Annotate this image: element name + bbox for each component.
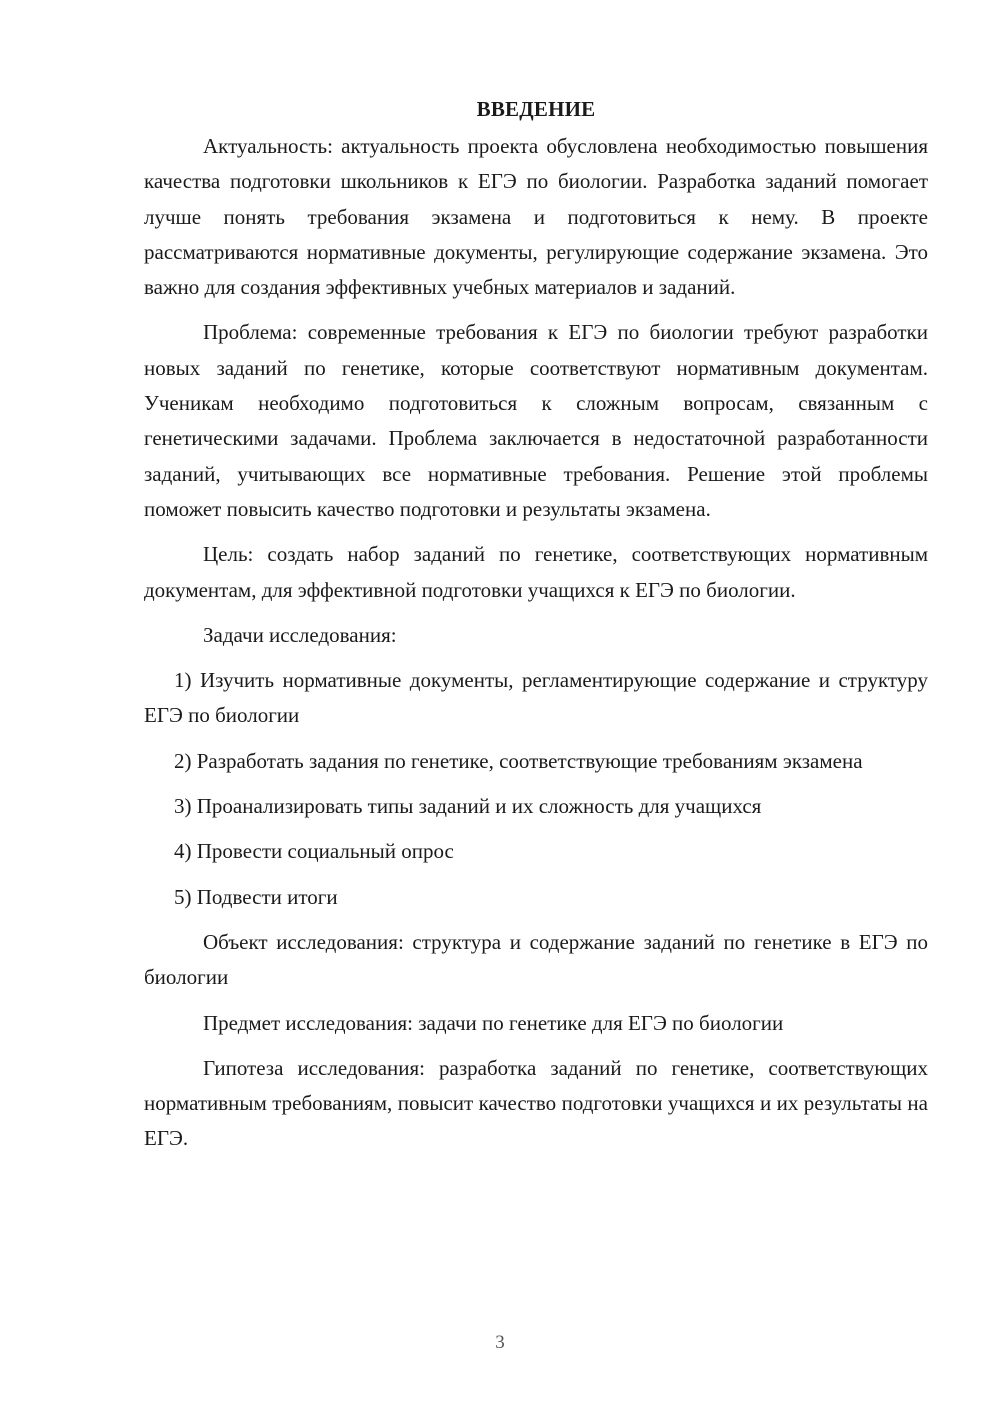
paragraph-subject: Предмет исследования: задачи по генетике для ЕГЭ по биологии [203, 1010, 784, 1035]
task-item-5: 5) Подвести итоги [174, 884, 338, 909]
paragraph-relevance: Актуальность: актуальность проекта обусловлена необходимостью повышения качества подготовки школьников к ЕГЭ по биологии. Разработка заданий помогает лучше понять требования экзамена и подготовиться к нему. В проекте рассматриваются нормативные документы, регулирующие содержание экзамена. Это важно для создания эффективных учебных материалов и заданий. [144, 134, 928, 300]
task-item-2: 2) Разработать задания по генетике, соответствующие требованиям экзамена [174, 748, 863, 773]
paragraph-hypothesis: Гипотеза исследования: разработка заданий по генетике, соответствующих нормативным требованиям, повысит качество подготовки учащихся и их результаты на ЕГЭ. [144, 1055, 928, 1151]
page-number: 3 [495, 1332, 505, 1353]
task-item-1: 1) Изучить нормативные документы, регламентирующие содержание и структуру ЕГЭ по биологии [144, 668, 928, 728]
document-page [144, 92, 928, 1167]
task-item-4: 4) Провести социальный опрос [174, 839, 454, 864]
task-item-3: 3) Проанализировать типы заданий и их сложность для учащихся [174, 794, 762, 819]
paragraph-goal: Цель: создать набор заданий по генетике, соответствующих нормативным документам, для эффективной подготовки учащихся к ЕГЭ по биологии. [144, 542, 928, 602]
page-title: ВВЕДЕНИЕ [476, 97, 596, 121]
paragraph-problem: Проблема: современные требования к ЕГЭ по биологии требуют разработки новых заданий по генетике, которые соответствуют нормативным документам. Ученикам необходимо подготовиться к сложным вопросам, связанным с генетическими задачами. Проблема заключается в недостаточной разработанности заданий, учитывающих все нормативные требования. Решение этой проблемы поможет повысить качество подготовки и результаты экзамена. [144, 320, 928, 521]
tasks-heading: Задачи исследования: [203, 622, 397, 647]
paragraph-object: Объект исследования: структура и содержание заданий по генетике в ЕГЭ по биологии [144, 929, 928, 990]
